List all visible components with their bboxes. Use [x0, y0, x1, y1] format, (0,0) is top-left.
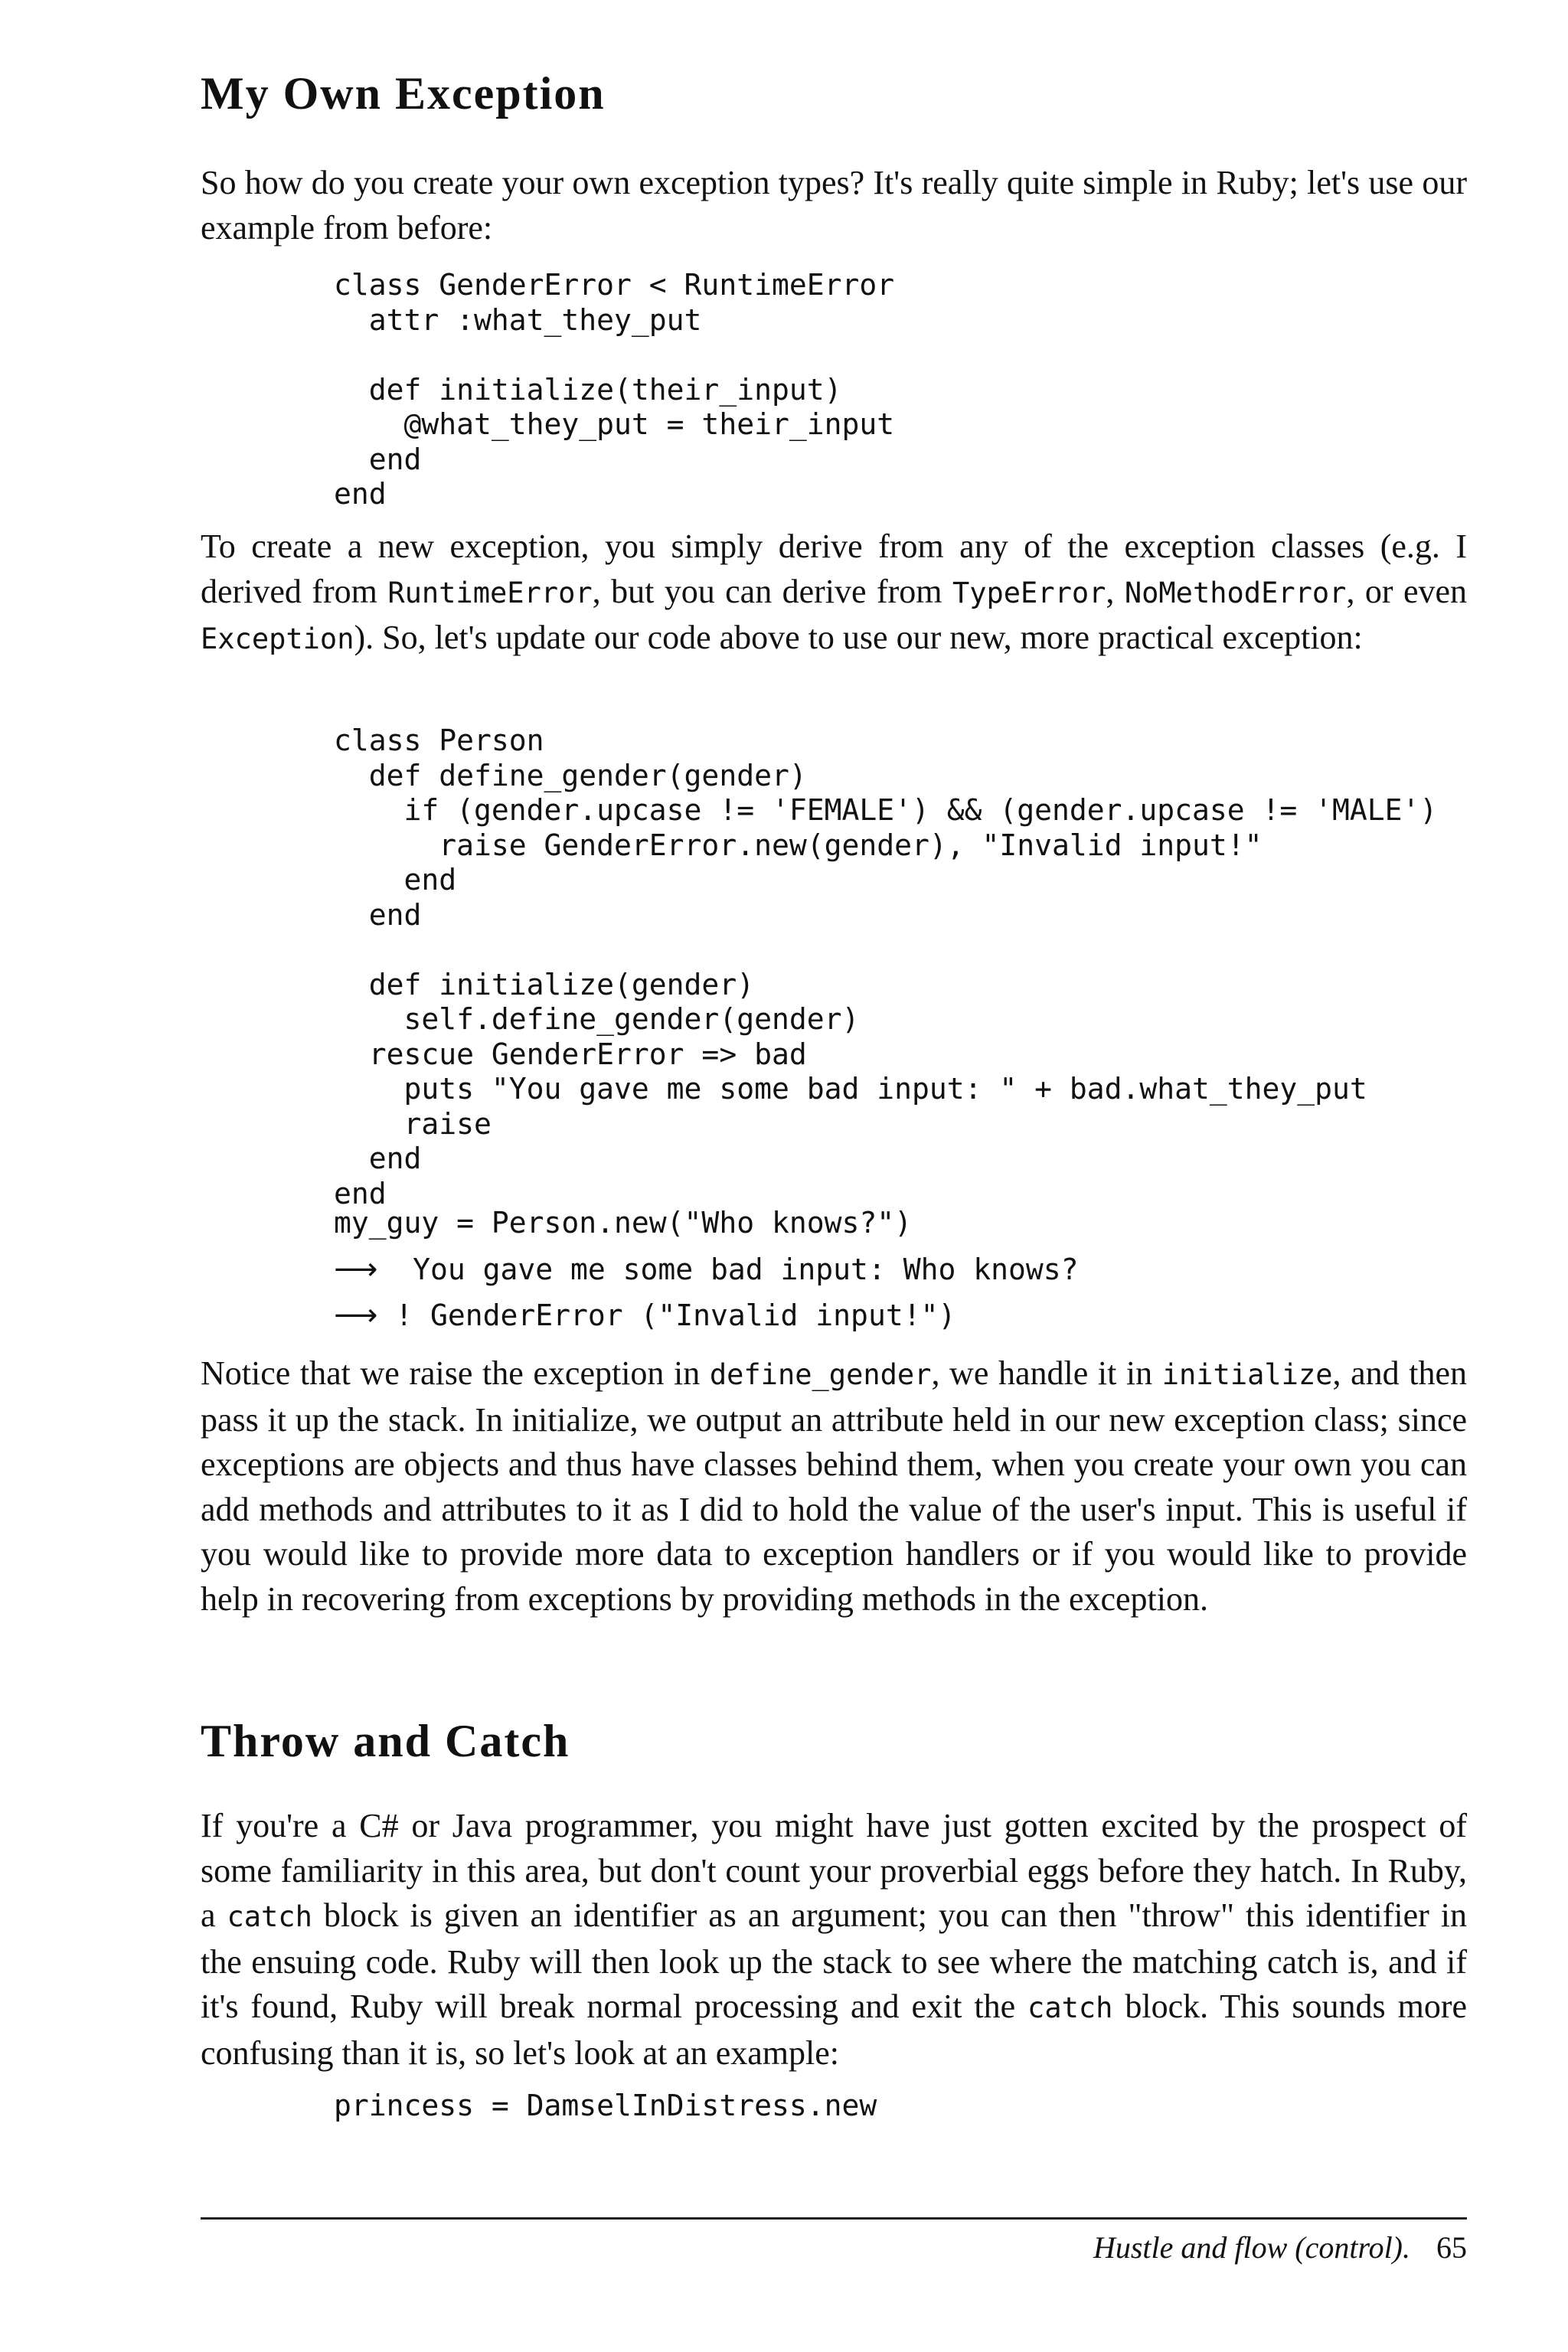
footer-chapter-title: Hustle and flow (control).: [1093, 2230, 1410, 2265]
code-line-my-guy: my_guy = Person.new("Who knows?"): [334, 1206, 912, 1240]
inline-code-nomethoderror: NoMethodError: [1124, 576, 1347, 609]
page-footer: [1093, 2230, 1467, 2265]
inline-code-runtimeerror: RuntimeError: [387, 576, 593, 609]
code-block-gender-error: class GenderError < RuntimeError attr :what_they_put def initialize(their_input) @what_they_put = their_input end end: [334, 268, 895, 511]
inline-code-exception: Exception: [201, 622, 354, 655]
inline-code-catch: catch: [1027, 1991, 1113, 2024]
section-heading-throw-and-catch: Throw and Catch: [201, 1716, 570, 1766]
inline-code-initialize: initialize: [1161, 1358, 1333, 1391]
inline-code-define-gender: define_gender: [709, 1358, 932, 1391]
section-heading-my-own-exception: My Own Exception: [201, 68, 606, 119]
code-block-person-class: class Person def define_gender(gender) if (gender.upcase != 'FEMALE') && (gender.upcase != 'MALE') raise GenderError.new(gender), "Invalid input!" end end def initialize(gender) self.define_gender(gender) rescue GenderError => bad puts "You gave me some bad input: " + bad.what_they_put raise end end: [334, 724, 1438, 1210]
output-line-gender-error: ⟶ ! GenderError ("Invalid input!"): [334, 1298, 956, 1333]
inline-code-catch: catch: [227, 1900, 312, 1933]
output-arrow-icon: ⟶: [334, 1252, 378, 1287]
footer-divider: [201, 2217, 1467, 2220]
output-arrow-icon: ⟶: [334, 1298, 378, 1333]
inline-code-typeerror: TypeError: [952, 576, 1106, 609]
code-line-princess: princess = DamselInDistress.new: [334, 2089, 877, 2122]
notice-paragraph: Notice that we raise the exception in define_gender, we handle it in initialize, and then pass it up the stack. In initialize, we output an attribute held in our new exception class; since exceptions are objects and thus have classes behind them, when you create your own you can add methods and attributes to it as I did to hold the value of the user's input. This is useful if you would like to provide more data to exception handlers or if you would like to provide help in recovering from exceptions by providing methods in the exception.: [201, 1354, 1467, 1618]
derive-exception-paragraph: To create a new exception, you simply derive from any of the exception classes (e.g. I derived from RuntimeError, but you can derive from TypeError, NoMethodError, or even Exception). So, let's update our code above to use our new, more practical exception:: [201, 528, 1468, 656]
throw-catch-paragraph: If you're a C# or Java programmer, you might have just gotten excited by the prospect of some familiarity in this area, but don't count your proverbial eggs before they hatch. In Ruby, a catch block is given an identifier as an argument; you can then "throw" this identifier in the ensuing code. Ruby will then look up the stack to see where the matching catch is, and if it's found, Ruby will break normal processing and exit the catch block. This sounds more confusing than it is, so let's look at an example:: [201, 1807, 1467, 2072]
intro-paragraph: So how do you create your own exception types? It's really quite simple in Ruby; let's use our example from before:: [201, 164, 1467, 247]
output-line-bad-input: ⟶ You gave me some bad input: Who knows?: [334, 1252, 1079, 1287]
page-number: 65: [1436, 2230, 1467, 2265]
